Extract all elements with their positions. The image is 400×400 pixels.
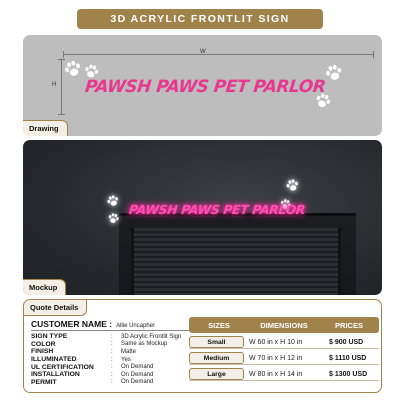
spec-separator: : [111, 371, 113, 378]
spec-row-finish [31, 348, 206, 356]
size-price: $ 1110 USD [329, 354, 367, 362]
table-row [189, 352, 379, 365]
size-dimensions: W 80 in x H 14 in [249, 370, 303, 378]
spec-label: ILLUMINATED [31, 356, 77, 364]
size-price: $ 1300 USD [329, 370, 368, 378]
height-marker: H [52, 82, 57, 88]
spec-row-sign-type [31, 333, 206, 341]
size-label: Medium [189, 352, 244, 364]
table-row [189, 336, 379, 349]
spec-value: On Demand [121, 371, 154, 378]
customer-name: Allie Uncapher [116, 323, 156, 329]
drawing-tab: Drawing [23, 120, 68, 136]
header-prices: PRICES [335, 320, 363, 330]
sign-text-drawing: PAWSH PAWS PET PARLOR [83, 77, 327, 97]
spec-label: FINISH [31, 348, 54, 356]
spec-list [31, 333, 206, 386]
paw-print-icon [104, 192, 122, 210]
spec-row-installation [31, 371, 206, 379]
size-label: Small [189, 336, 244, 348]
table-header [189, 317, 379, 333]
spec-value: Yes [121, 356, 131, 363]
spec-row-illuminated [31, 356, 206, 364]
spec-value: Same as Mockup [121, 341, 168, 348]
size-label: Large [189, 368, 244, 380]
spec-value: 3D Acrylic Frontlit Sign [121, 333, 182, 340]
spec-value: On Demand [121, 379, 154, 386]
rolling-shutter [131, 228, 341, 295]
customer-row [31, 319, 201, 331]
storefront [119, 213, 356, 295]
size-price-table [189, 317, 379, 381]
size-dimensions: W 60 in x H 10 in [249, 338, 303, 346]
width-dimension-line [63, 54, 374, 55]
spec-separator: : [111, 379, 113, 386]
spec-label: UL CERTIFICATION [31, 363, 94, 371]
sign-text-mockup: PAWSH PAWS PET PARLOR [128, 202, 306, 217]
size-dimensions: W 70 in x H 12 in [249, 354, 303, 362]
spec-separator: : [111, 348, 113, 355]
mockup-tab: Mockup [23, 279, 66, 295]
quote-details-tab: Quote Details [24, 300, 87, 316]
spec-label: INSTALLATION [31, 371, 80, 379]
header-sizes: SIZES [208, 320, 230, 330]
spec-row-permit [31, 379, 206, 387]
quote-details [23, 299, 382, 393]
spec-separator: : [111, 356, 113, 363]
table-row [189, 368, 379, 381]
spec-separator: : [111, 341, 113, 348]
spec-separator: : [111, 333, 113, 340]
size-price: $ 900 USD [329, 338, 364, 346]
mockup-panel [23, 140, 382, 295]
spec-row-color [31, 341, 206, 349]
spec-label: COLOR [31, 340, 56, 348]
paw-print-icon [283, 176, 301, 194]
spec-row-ul-certification [31, 363, 206, 371]
customer-label: CUSTOMER NAME : [31, 319, 113, 329]
spec-separator: : [111, 364, 113, 371]
spec-value: Matte [121, 348, 137, 355]
spec-label: PERMIT [31, 378, 57, 386]
header-dimensions: DIMENSIONS [260, 320, 308, 330]
spec-value: On Demand [121, 364, 154, 371]
drawing-panel [23, 35, 382, 136]
spec-label: SIGN TYPE [31, 333, 68, 341]
page-title: 3D ACRYLIC FRONTLIT SIGN [77, 9, 323, 29]
width-marker: W [200, 49, 206, 55]
